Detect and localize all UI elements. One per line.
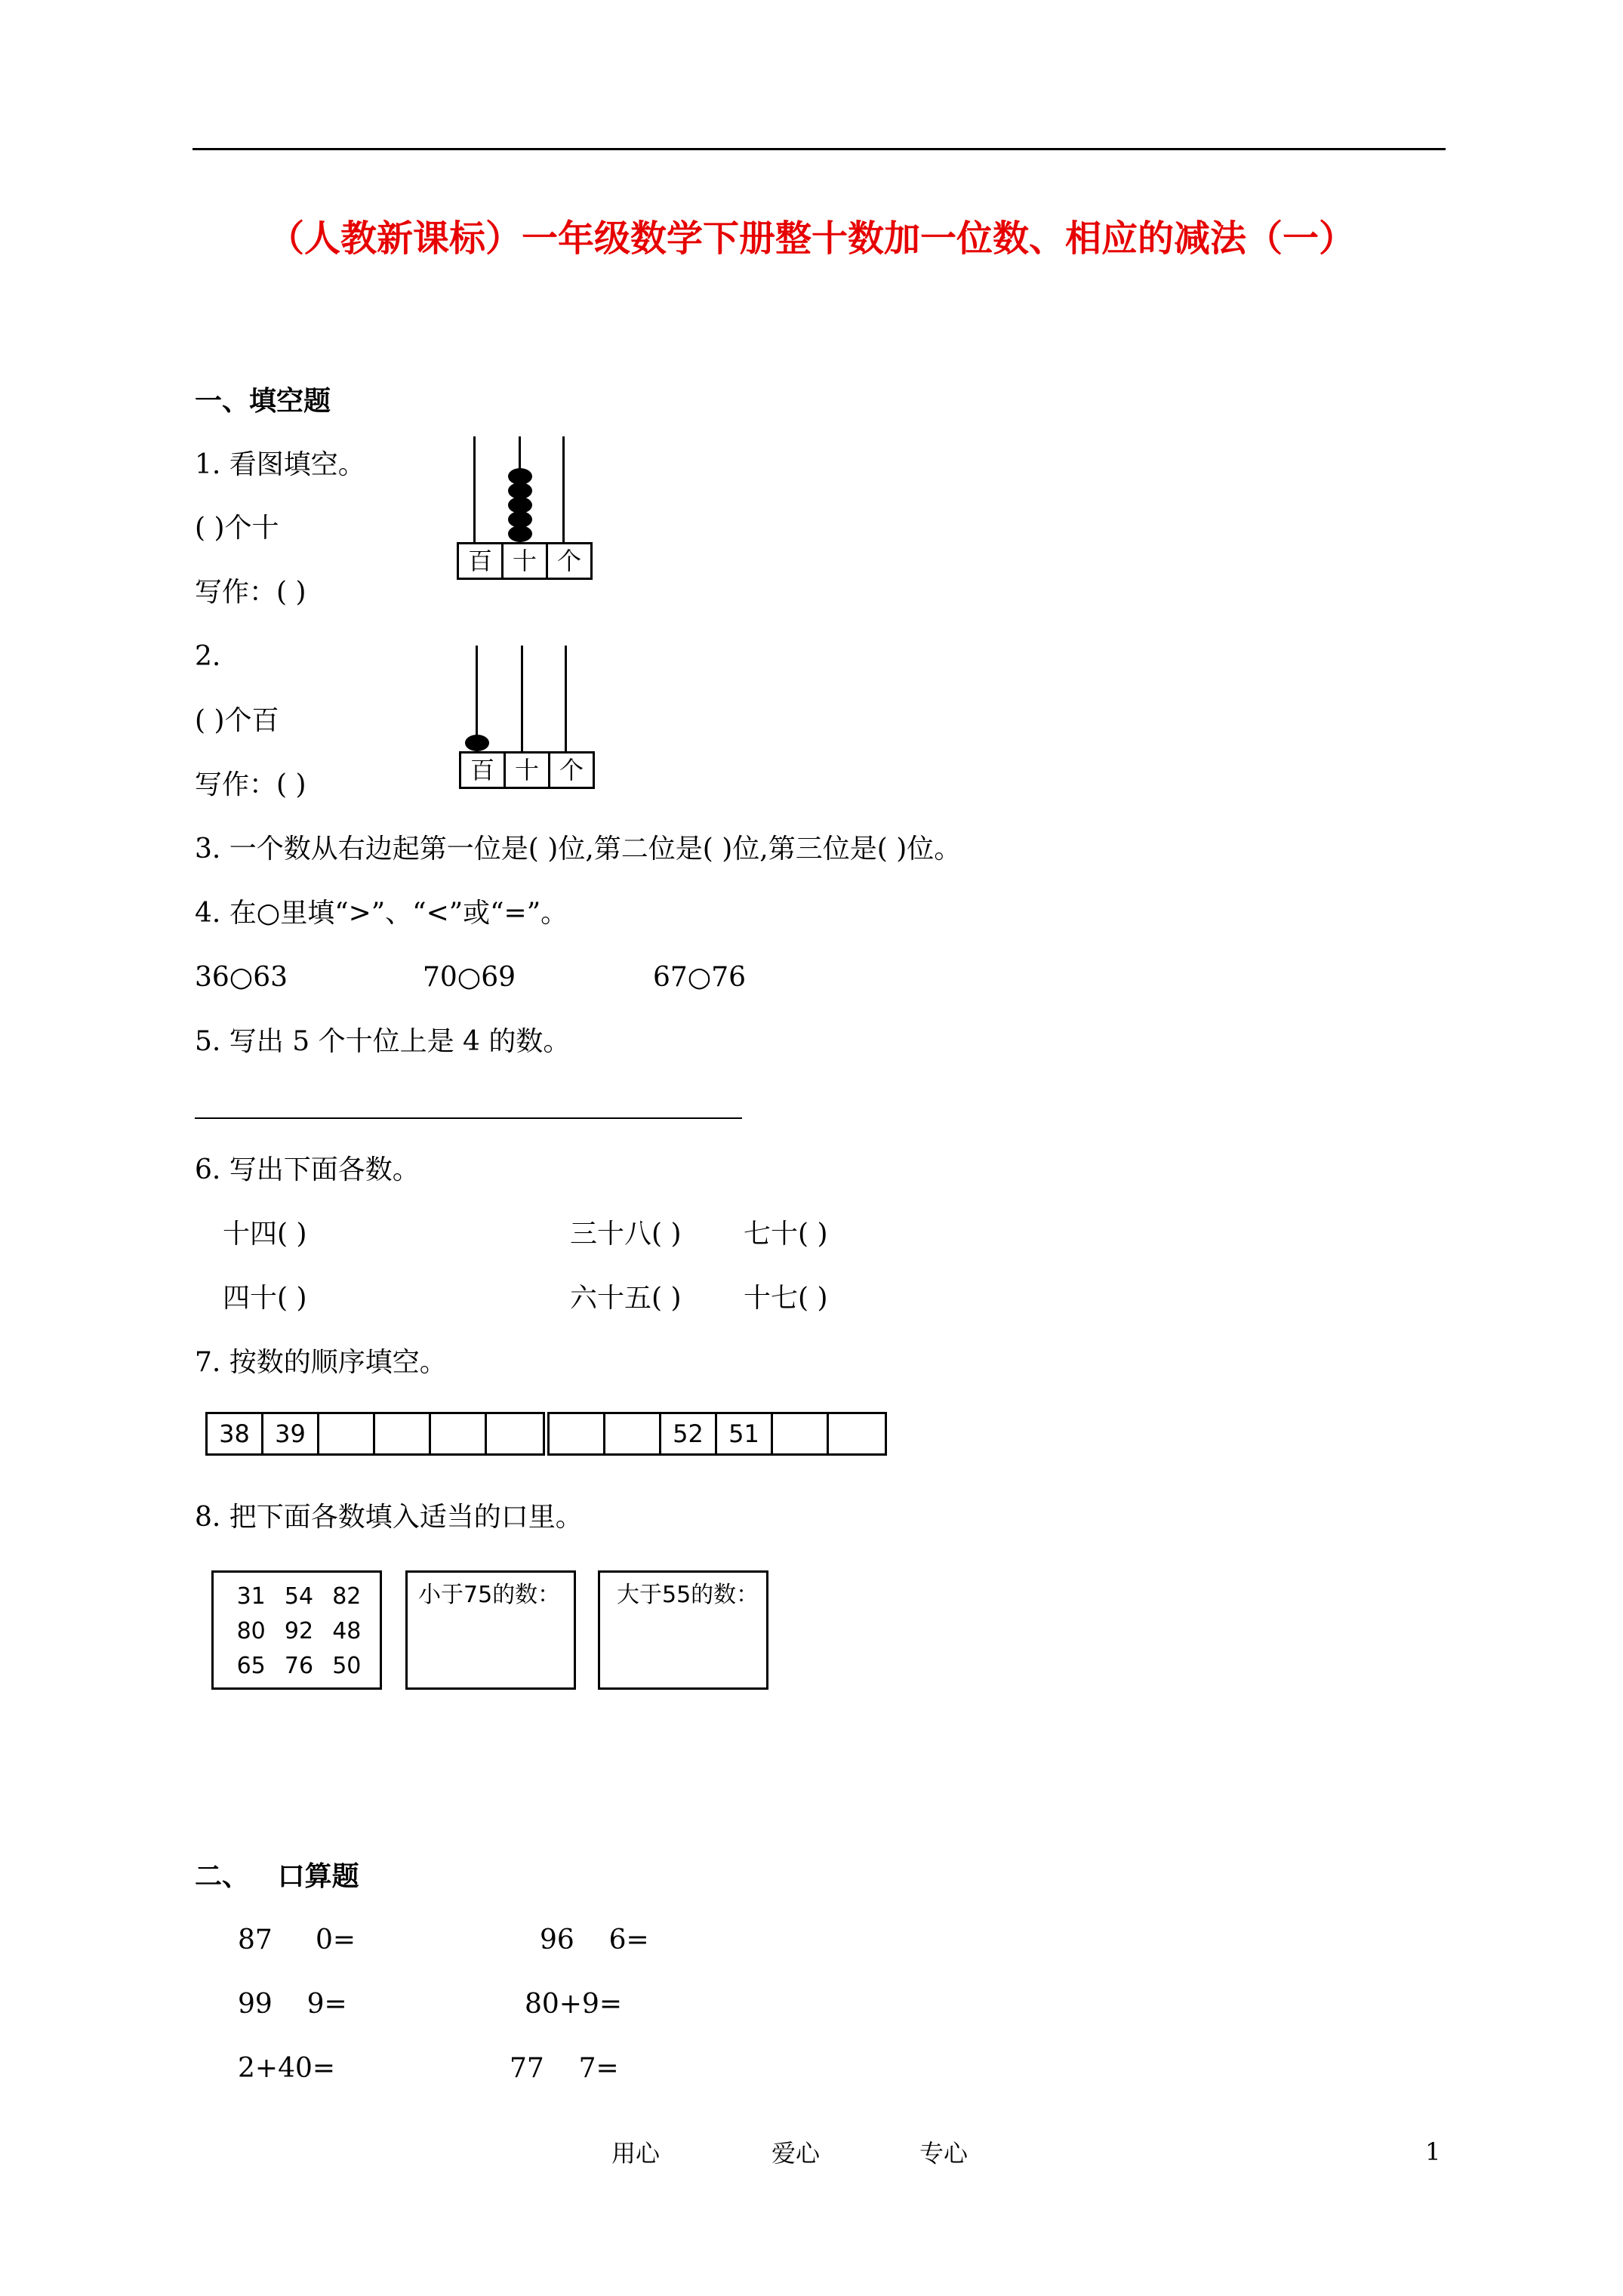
q6-item-3: 七十( ) <box>744 1219 828 1250</box>
sequence-cell: 52 <box>661 1414 717 1453</box>
page-title: （人教新课标）一年级数学下册整十数加一位数、相应的减法（一） <box>267 217 1355 260</box>
pool-number: 92 <box>284 1618 314 1644</box>
header-rule <box>192 148 1446 150</box>
footer-item-3: 专心 <box>919 2139 969 2168</box>
footer-item-2: 爱心 <box>771 2139 821 2168</box>
q1-write: 写作：( ) <box>195 577 306 608</box>
number-sequence-2 <box>547 1412 887 1456</box>
q2-write: 写作：( ) <box>195 769 306 800</box>
calc-item-2: 96 6= <box>540 1925 649 1955</box>
q1-blank: ( )个十 <box>195 513 279 544</box>
q2-label: 2. <box>195 641 221 672</box>
q4-item-1: 36○63 <box>195 962 288 993</box>
q6-item-2: 三十八( ) <box>570 1219 682 1250</box>
calc-item-5: 2+40= <box>238 2053 336 2084</box>
sequence-cell-blank <box>605 1414 661 1453</box>
q6-item-4: 四十( ) <box>223 1283 307 1314</box>
less-than-75-box <box>405 1570 576 1690</box>
q4-item-2: 70○69 <box>423 962 516 993</box>
pool-number: 54 <box>284 1583 314 1610</box>
abacus-place-ones: 个 <box>559 756 584 784</box>
abacus-place-hundreds: 百 <box>459 544 504 578</box>
section-heading-2: 二、 口算题 <box>195 1860 359 1892</box>
q8-label: 8. 把下面各数填入适当的口里。 <box>195 1502 583 1533</box>
sequence-cell-blank <box>375 1414 431 1453</box>
number-sequence-1 <box>205 1412 545 1456</box>
q1-label: 1. 看图填空。 <box>195 449 365 480</box>
q6-item-5: 六十五( ) <box>570 1283 682 1314</box>
less-than-75-label: 小于75的数： <box>418 1582 561 1608</box>
calc-item-4: 80+9= <box>525 1989 623 2020</box>
abacus-place-tens: 十 <box>506 754 550 787</box>
greater-than-55-label: 大于55的数： <box>617 1582 759 1608</box>
sequence-cell: 38 <box>208 1414 263 1453</box>
calc-item-6: 77 7= <box>510 2053 619 2084</box>
pool-number: 80 <box>236 1618 266 1644</box>
pool-number: 82 <box>332 1583 362 1610</box>
abacus-2 <box>459 646 587 793</box>
sequence-cell-blank <box>319 1414 375 1453</box>
sequence-cell-blank <box>550 1414 605 1453</box>
abacus-1 <box>457 436 585 584</box>
calc-item-3: 99 9= <box>238 1989 347 2020</box>
pool-number: 48 <box>332 1618 362 1644</box>
q6-label: 6. 写出下面各数。 <box>195 1154 420 1185</box>
footer-item-1: 用心 <box>611 2139 661 2168</box>
sequence-cell: 51 <box>717 1414 773 1453</box>
abacus-place-hundreds: 百 <box>461 754 506 787</box>
section-heading-1: 一、填空题 <box>195 385 331 417</box>
bead <box>508 525 532 542</box>
q5-text: 5. 写出 5 个十位上是 4 的数。 <box>195 1026 571 1057</box>
number-pool-box <box>211 1570 382 1690</box>
pool-number: 31 <box>236 1583 266 1610</box>
sequence-cell-blank <box>487 1414 543 1453</box>
sequence-cell-blank <box>829 1414 885 1453</box>
sequence-cell: 39 <box>263 1414 319 1453</box>
pool-number: 65 <box>236 1653 266 1679</box>
q7-label: 7. 按数的顺序填空。 <box>195 1347 447 1378</box>
sequence-cell-blank <box>773 1414 829 1453</box>
q6-item-6: 十七( ) <box>744 1283 828 1314</box>
abacus-place-ones: 个 <box>556 547 581 575</box>
answer-line <box>195 1117 742 1119</box>
q2-blank: ( )个百 <box>195 705 279 736</box>
bead <box>465 735 489 751</box>
q6-item-1: 十四( ) <box>223 1219 307 1250</box>
page-number: 1 <box>1425 2137 1441 2166</box>
calc-item-1: 87 0= <box>238 1925 356 1955</box>
pool-number: 50 <box>332 1653 362 1679</box>
greater-than-55-box <box>598 1570 768 1690</box>
pool-number: 76 <box>284 1653 314 1679</box>
q3-text: 3. 一个数从右边起第一位是( )位,第二位是( )位,第三位是( )位。 <box>195 834 962 864</box>
q4-item-3: 67○76 <box>653 962 747 993</box>
q4-label: 4. 在○里填“>”、“<”或“=”。 <box>195 898 568 929</box>
sequence-cell-blank <box>431 1414 487 1453</box>
abacus-place-tens: 十 <box>504 544 548 578</box>
